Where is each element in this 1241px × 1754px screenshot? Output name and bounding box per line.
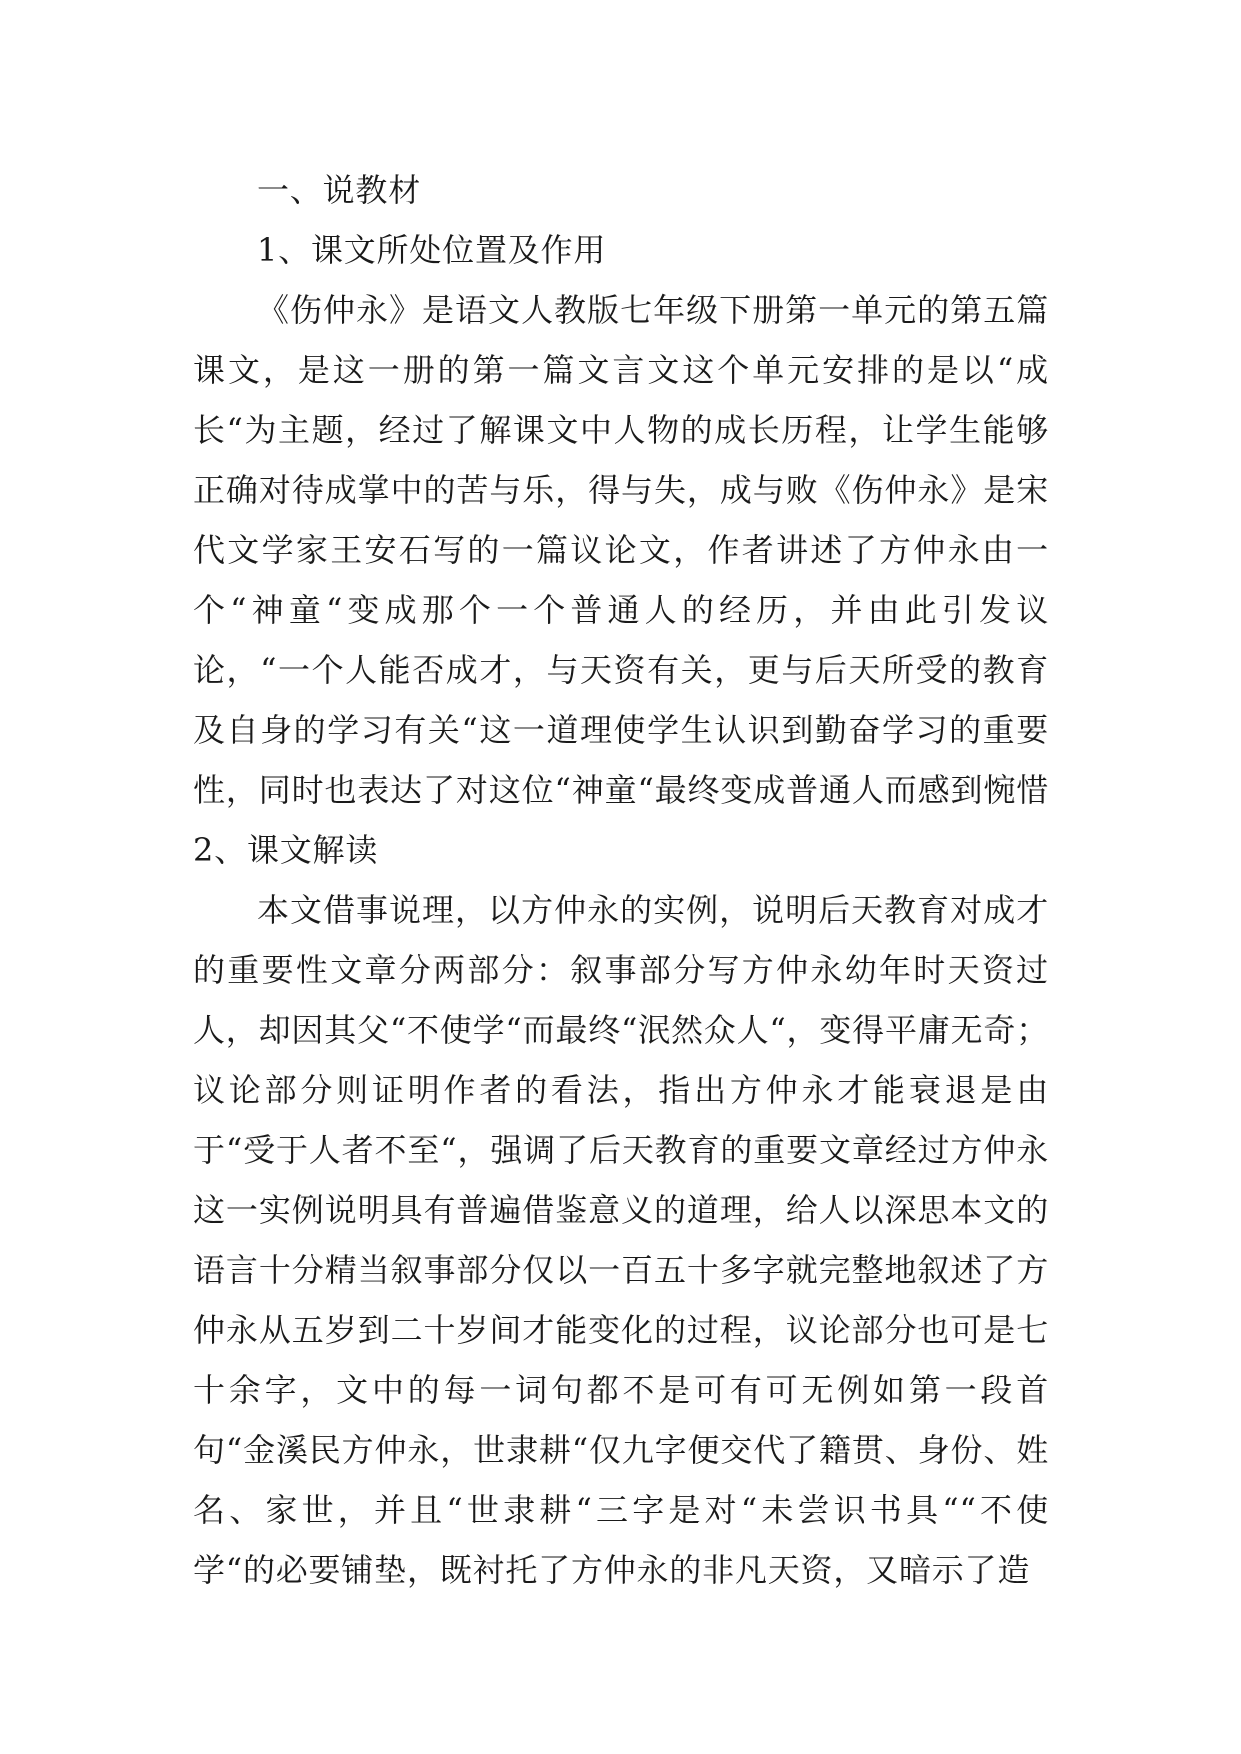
paragraph-text-interpretation: 本文借事说理，以方仲永的实例，说明后天教育对成才的重要性文章分两部分：叙事部分写方仲永幼年时天资过人，却因其父“不使学“而最终“泯然众人“，变得平庸无奇；议论部分则证明作者的看法，指出方仲永才能衰退是由于“受于人者不至“，强调了后天教育的重要文章经过方仲永这一实例说明具有普遍借鉴意义的道理，给人以深思本文的语言十分精当叙事部分仅以一百五十多字就完整地叙述了方仲永从五岁到二十岁间才能变化的过程，议论部分也可是七十余字，文中的每一词句都不是可有可无例如第一段首句“金溪民方仲永，世隶耕“仅九字便交代了籍贯、身份、姓名、家世，并且“世隶耕“三字是对“未尝识书具““不使学“的必要铺垫，既衬托了方仲永的非凡天资，又暗示了造: [193, 891, 1049, 1589]
section-heading: 一、说教材: [257, 171, 422, 209]
document-body: [193, 160, 1049, 1600]
paragraph-position-and-role: 《伤仲永》是语文人教版七年级下册第一单元的第五篇课文，是这一册的第一篇文言文这个单元安排的是以“成长“为主题，经过了解课文中人物的成长历程，让学生能够正确对待成掌中的苦与乐，得与失，成与败《伤仲永》是宋代文学家王安石写的一篇议论文，作者讲述了方仲永由一个“神童“变成那个一个普通人的经历，并由此引发议论，“一个人能否成才，与天资有关，更与后天所受的教育及自身的学习有关“这一道理使学生认识到勤奋学习的重要性，同时也表达了对这位“神童“最终变成普通人而感到惋惜 2、课文解读: [193, 291, 1049, 869]
subsection-heading: 1、课文所处位置及作用: [257, 231, 607, 269]
